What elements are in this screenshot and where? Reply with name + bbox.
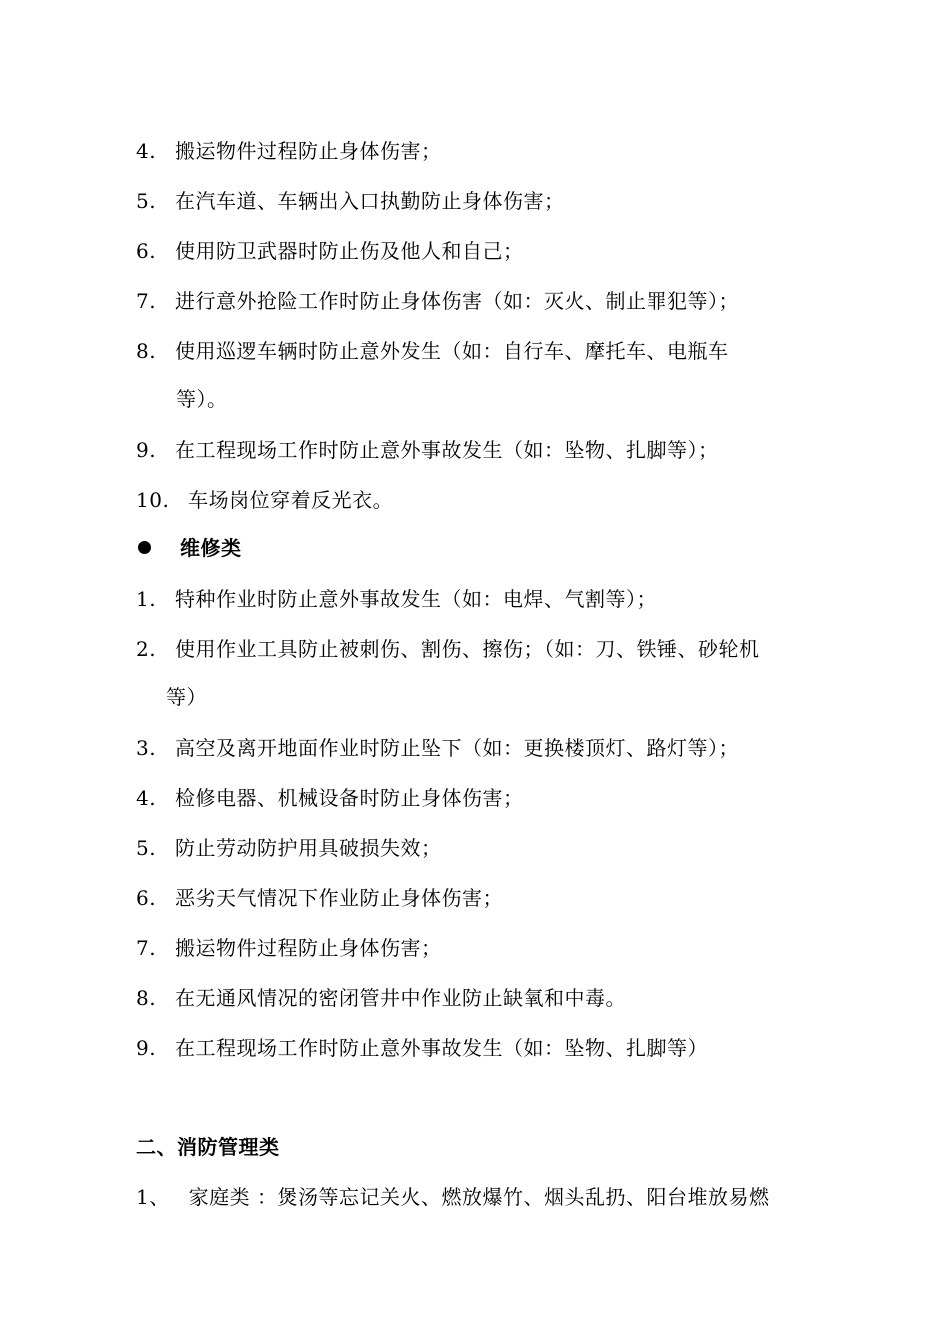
item-text: 检修电器、机械设备时防止身体伤害； [174, 786, 524, 810]
item-number: 8. [136, 986, 157, 1010]
section-heading: 维修类 [180, 536, 242, 560]
item-number: 6. [136, 886, 157, 910]
list-item [136, 485, 830, 515]
item-text: 搬运物件过程防止身体伤害； [174, 139, 442, 163]
item-number: 6. [136, 239, 157, 263]
item-number: 8. [136, 339, 157, 363]
item-text: 恶劣天气情况下作业防止身体伤害； [174, 886, 503, 910]
list-item [136, 336, 830, 366]
item-text: 在工程现场工作时防止意外事故发生（如：坠物、扎脚等） [174, 1036, 708, 1060]
item-number: 5. [136, 189, 157, 213]
list-item [136, 236, 830, 266]
item-number: 9. [136, 1036, 157, 1060]
list-item [136, 783, 830, 813]
item-text: 在工程现场工作时防止意外事故发生（如：坠物、扎脚等）； [174, 438, 719, 462]
item-number: 7. [136, 936, 157, 960]
item-text: 进行意外抢险工作时防止身体伤害（如：灭火、制止罪犯等）； [174, 289, 739, 313]
item-number: 1、 [136, 1185, 170, 1209]
item-text: 高空及离开地面作业时防止坠下（如：更换楼顶灯、路灯等）； [174, 736, 739, 760]
list-item [136, 983, 830, 1013]
item-text: 特种作业时防止意外事故发生（如：电焊、气割等）； [174, 587, 657, 611]
item-number: 2. [136, 637, 157, 661]
list-item [136, 136, 830, 166]
item-number: 4. [136, 786, 157, 810]
list-item [136, 435, 830, 465]
list-item [136, 733, 830, 763]
list-item [136, 933, 830, 963]
list-item [136, 883, 830, 913]
item-number: 5. [136, 836, 157, 860]
list-item [136, 186, 830, 216]
item-text: 使用巡逻车辆时防止意外发生（如：自行车、摩托车、电瓶车 [174, 339, 729, 363]
item-text: 家庭类 ：煲汤等忘记关火、燃放爆竹、烟头乱扔、阳台堆放易燃 [188, 1185, 770, 1209]
list-item-continuation: 等）。 [176, 387, 228, 411]
item-text: 防止劳动防护用具破损失效； [174, 836, 442, 860]
list-item [136, 1182, 830, 1212]
item-number: 3. [136, 736, 157, 760]
item-number: 7. [136, 289, 157, 313]
item-number: 10. [136, 488, 170, 512]
item-text: 搬运物件过程防止身体伤害； [174, 936, 442, 960]
item-number: 1. [136, 587, 157, 611]
list-item-continuation: 等） [166, 685, 207, 709]
list-item [136, 833, 830, 863]
bullet-icon [138, 541, 151, 554]
list-item [136, 584, 830, 614]
item-text: 在无通风情况的密闭管井中作业防止缺氧和中毒。 [174, 986, 626, 1010]
item-number: 4. [136, 139, 157, 163]
section-heading: 二、消防管理类 [136, 1135, 280, 1159]
item-text: 车场岗位穿着反光衣。 [188, 488, 394, 512]
item-text: 使用作业工具防止被刺伤、割伤、擦伤；（如：刀、铁锤、砂轮机 [174, 637, 760, 661]
item-text: 使用防卫武器时防止伤及他人和自己； [174, 239, 524, 263]
list-item [136, 286, 830, 316]
item-number: 9. [136, 438, 157, 462]
list-item [136, 634, 830, 664]
list-item [136, 1033, 830, 1063]
item-text: 在汽车道、车辆出入口执勤防止身体伤害； [174, 189, 565, 213]
